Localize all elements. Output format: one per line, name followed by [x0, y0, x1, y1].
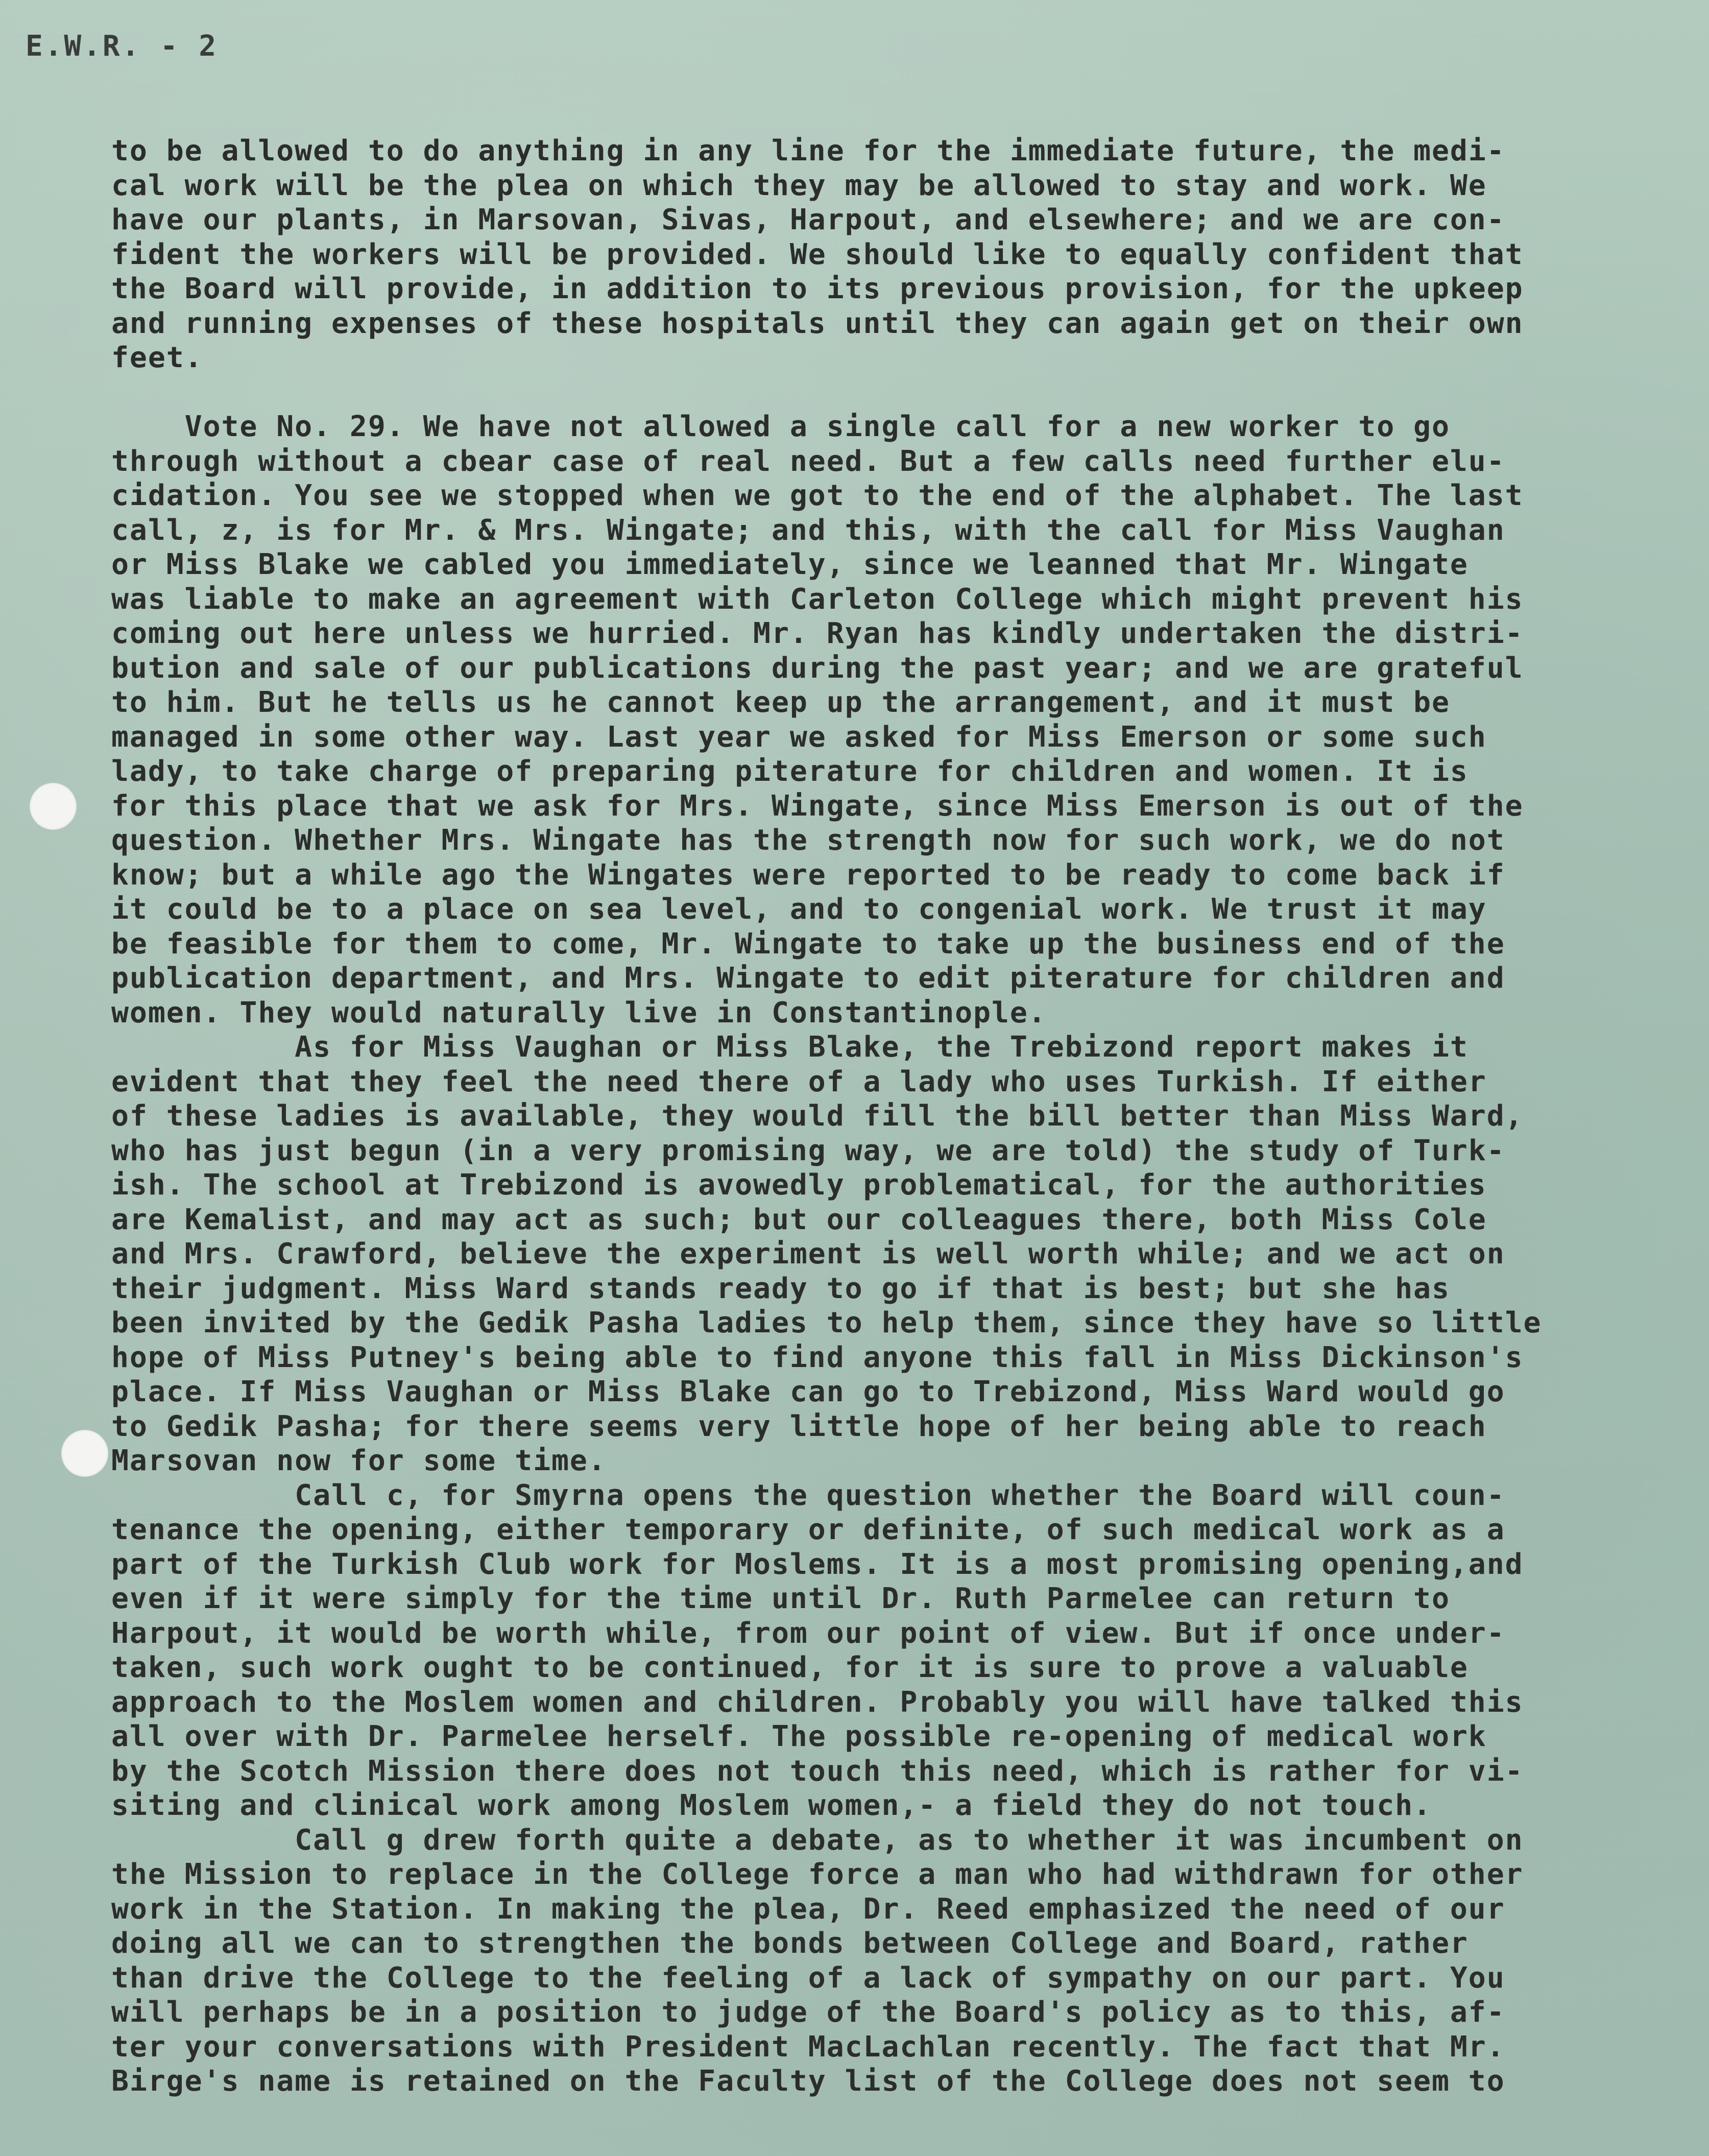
- text-line: are Kemalist, and may act as such; but our colleagues there, both Miss Cole: [111, 1203, 1487, 1236]
- text-line: ish. The school at Trebizond is avowedly problematical, for the authorities: [111, 1168, 1487, 1202]
- text-line: Marsovan now for some time.: [111, 1444, 607, 1477]
- text-line: taken, such work ought to be continued, for it is sure to prove a valuable: [111, 1651, 1469, 1684]
- text-line: to him. But he tells us he cannot keep up the arrangement, and it must be: [111, 686, 1450, 719]
- text-line: As for Miss Vaughan or Miss Blake, the Trebizond report makes it: [111, 1031, 1469, 1064]
- text-line: tenance the opening, either temporary or definite, of such medical work as a: [111, 1513, 1505, 1546]
- text-line: or Miss Blake we cabled you immediately, since we leanned that Mr. Wingate: [111, 548, 1469, 581]
- text-line: bution and sale of our publications during the past year; and we are grateful: [111, 651, 1524, 685]
- letter-body: [111, 134, 1699, 2099]
- page-reference: E.W.R. - 2: [26, 30, 219, 63]
- text-line: Harpout, it would be worth while, from our point of view. But if once under-: [111, 1616, 1505, 1650]
- punch-hole: [61, 1430, 108, 1477]
- text-line: to Gedik Pasha; for there seems very little hope of her being able to reach: [111, 1409, 1487, 1443]
- text-line: Call c, for Smyrna opens the question whether the Board will coun-: [111, 1478, 1505, 1512]
- text-line: of these ladies is available, they would fill the bill better than Miss Ward,: [111, 1099, 1524, 1133]
- paragraph-gap: [111, 375, 1699, 410]
- text-line: will perhaps be in a position to judge of the Board's policy as to this, af-: [111, 1996, 1505, 2029]
- text-line: Birge's name is retained on the Faculty list of the College does not seem to: [111, 2065, 1505, 2098]
- text-line: have our plants, in Marsovan, Sivas, Harpout, and elsewhere; and we are con-: [111, 203, 1505, 236]
- text-line: approach to the Moslem women and children. Probably you will have talked this: [111, 1685, 1524, 1719]
- text-line: hope of Miss Putney's being able to find anyone this fall in Miss Dickinson's: [111, 1340, 1524, 1374]
- text-line: been invited by the Gedik Pasha ladies to help them, since they have so little: [111, 1306, 1542, 1339]
- text-line: cal work will be the plea on which they may be allowed to stay and work. We: [111, 169, 1487, 202]
- text-line: to be allowed to do anything in any line for the immediate future, the medi-: [111, 134, 1505, 167]
- text-line: their judgment. Miss Ward stands ready to go if that is best; but she has: [111, 1272, 1450, 1305]
- text-line: cidation. You see we stopped when we got to the end of the alphabet. The last: [111, 479, 1524, 512]
- text-line: question. Whether Mrs. Wingate has the strength now for such work, we do not: [111, 824, 1505, 857]
- text-line: be feasible for them to come, Mr. Wingate to take up the business end of the: [111, 927, 1505, 961]
- text-line: publication department, and Mrs. Wingate to edit piterature for children and: [111, 962, 1505, 995]
- text-line: place. If Miss Vaughan or Miss Blake can go to Trebizond, Miss Ward would go: [111, 1375, 1505, 1408]
- text-line: lady, to take charge of preparing piterature for children and women. It is: [111, 755, 1469, 788]
- text-line: and running expenses of these hospitals until they can again get on their own: [111, 306, 1524, 340]
- text-line: even if it were simply for the time until Dr. Ruth Parmelee can return to: [111, 1582, 1450, 1615]
- text-line: by the Scotch Mission there does not touch this need, which is rather for vi-: [111, 1754, 1524, 1788]
- text-line: than drive the College to the feeling of a lack of sympathy on our part. You: [111, 1961, 1505, 1995]
- text-line: and Mrs. Crawford, believe the experiment is well worth while; and we act on: [111, 1237, 1505, 1271]
- text-line: know; but a while ago the Wingates were reported to be ready to come back if: [111, 858, 1505, 892]
- text-line: ter your conversations with President MacLachlan recently. The fact that Mr.: [111, 2030, 1505, 2064]
- text-line: doing all we can to strengthen the bonds between College and Board, rather: [111, 1927, 1469, 1960]
- text-line: all over with Dr. Parmelee herself. The possible re-opening of medical work: [111, 1720, 1487, 1753]
- text-line: the Mission to replace in the College force a man who had withdrawn for other: [111, 1858, 1524, 1891]
- text-line: fident the workers will be provided. We should like to equally confident that: [111, 237, 1524, 271]
- text-line: it could be to a place on sea level, and to congenial work. We trust it may: [111, 893, 1487, 926]
- text-line: Vote No. 29. We have not allowed a single call for a new worker to go: [111, 410, 1450, 443]
- text-line: through without a cbear case of real need. But a few calls need further elu-: [111, 444, 1505, 478]
- text-line: part of the Turkish Club work for Moslems. It is a most promising opening,and: [111, 1547, 1524, 1581]
- text-line: women. They would naturally live in Constantinople.: [111, 996, 1047, 1029]
- text-line: call, z, is for Mr. & Mrs. Wingate; and this, with the call for Miss Vaughan: [111, 513, 1505, 547]
- text-line: managed in some other way. Last year we asked for Miss Emerson or some such: [111, 720, 1487, 754]
- punch-hole: [30, 783, 77, 830]
- text-line: the Board will provide, in addition to its previous provision, for the upkeep: [111, 272, 1524, 305]
- text-line: siting and clinical work among Moslem women,- a field they do not touch.: [111, 1789, 1432, 1822]
- text-line: Call g drew forth quite a debate, as to whether it was incumbent on: [111, 1823, 1524, 1857]
- text-line: evident that they feel the need there of a lady who uses Turkish. If either: [111, 1065, 1487, 1098]
- text-line: work in the Station. In making the plea, Dr. Reed emphasized the need of our: [111, 1892, 1505, 1926]
- text-line: was liable to make an agreement with Carleton College which might prevent his: [111, 582, 1524, 616]
- text-line: for this place that we ask for Mrs. Wingate, since Miss Emerson is out of the: [111, 789, 1524, 823]
- text-line: feet.: [111, 341, 203, 374]
- text-line: who has just begun (in a very promising way, we are told) the study of Turk-: [111, 1134, 1505, 1167]
- text-line: coming out here unless we hurried. Mr. Ryan has kindly undertaken the distri-: [111, 617, 1524, 650]
